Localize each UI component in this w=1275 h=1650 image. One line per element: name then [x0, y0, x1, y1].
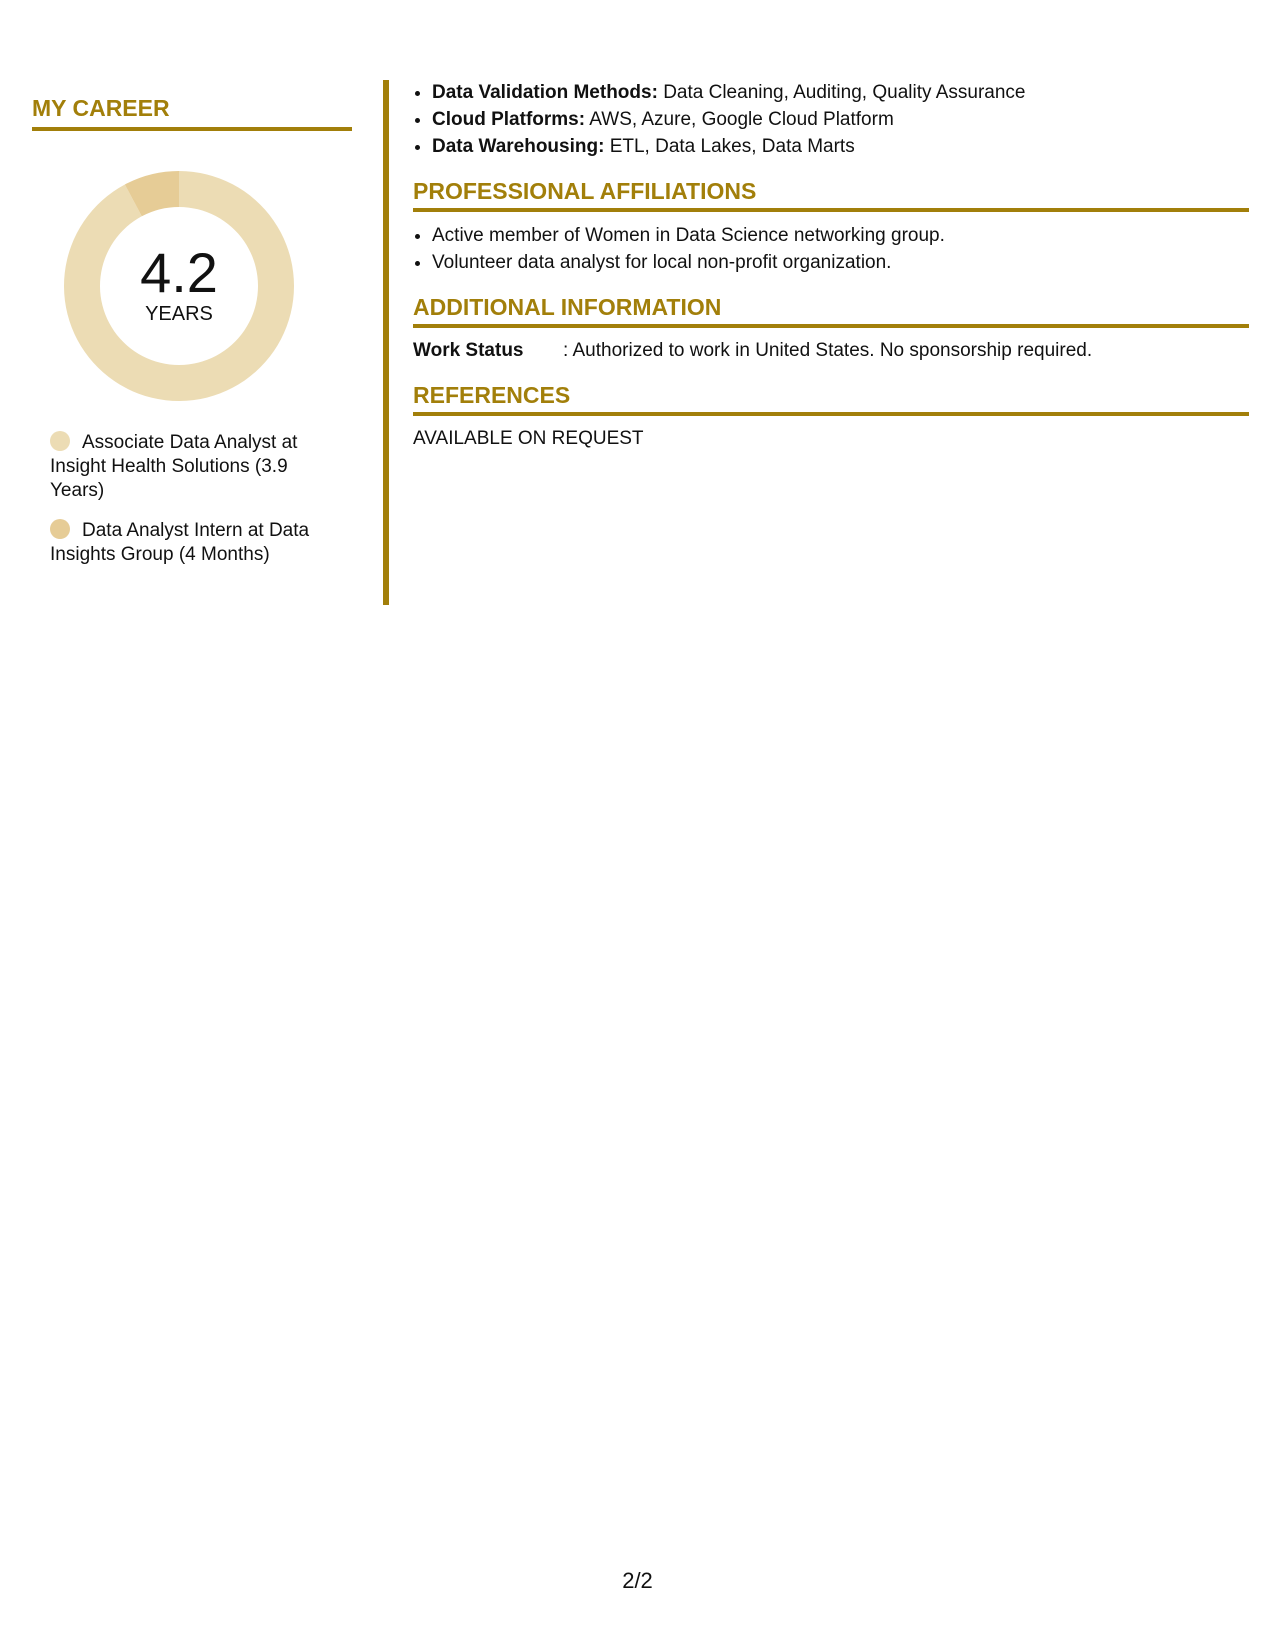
- skill-label: Data Validation Methods:: [432, 82, 658, 103]
- main-content: [413, 79, 1249, 452]
- affiliations-list: [413, 222, 1249, 276]
- list-item: • Active member of Women in Data Science networking group.: [432, 222, 1249, 249]
- list-item: [432, 133, 1249, 160]
- skill-label: Cloud Platforms:: [432, 109, 586, 130]
- legend-label: Data Analyst Intern at Data Insights Group (4 Months): [50, 520, 310, 565]
- career-donut-chart: [64, 171, 294, 401]
- career-sidebar: [32, 95, 352, 583]
- work-status-value: : Authorized to work in United States. No sponsorship required.: [563, 340, 1093, 361]
- total-years-unit: YEARS: [145, 303, 213, 325]
- page-number: 2/2: [622, 1568, 653, 1593]
- references-title: REFERENCES: [413, 382, 1249, 416]
- total-years-value: 4.2: [140, 241, 218, 304]
- legend-item-associate: [50, 431, 320, 503]
- additional-info-title: ADDITIONAL INFORMATION: [413, 294, 1249, 328]
- legend-label: Associate Data Analyst at Insight Health Solutions (3.9 Years): [50, 432, 298, 501]
- skill-label: Data Warehousing:: [432, 136, 605, 157]
- column-divider: [383, 80, 389, 605]
- legend-dot-icon: [50, 519, 70, 539]
- skill-value: Data Cleaning, Auditing, Quality Assurance: [663, 82, 1026, 103]
- work-status-row: [413, 338, 1249, 364]
- list-item: • Volunteer data analyst for local non-profit organization.: [432, 249, 1249, 276]
- career-legend: [50, 431, 320, 567]
- references-text: AVAILABLE ON REQUEST: [413, 428, 644, 449]
- legend-item-intern: [50, 519, 320, 567]
- affiliations-title: PROFESSIONAL AFFILIATIONS: [413, 178, 1249, 212]
- list-item: [432, 79, 1249, 106]
- skill-value: ETL, Data Lakes, Data Marts: [609, 136, 855, 157]
- skill-value: AWS, Azure, Google Cloud Platform: [589, 109, 894, 130]
- list-item: [432, 106, 1249, 133]
- work-status-label: Work Status: [413, 340, 524, 361]
- legend-dot-icon: [50, 431, 70, 451]
- skills-list: [413, 79, 1249, 160]
- career-title: MY CAREER: [32, 95, 352, 131]
